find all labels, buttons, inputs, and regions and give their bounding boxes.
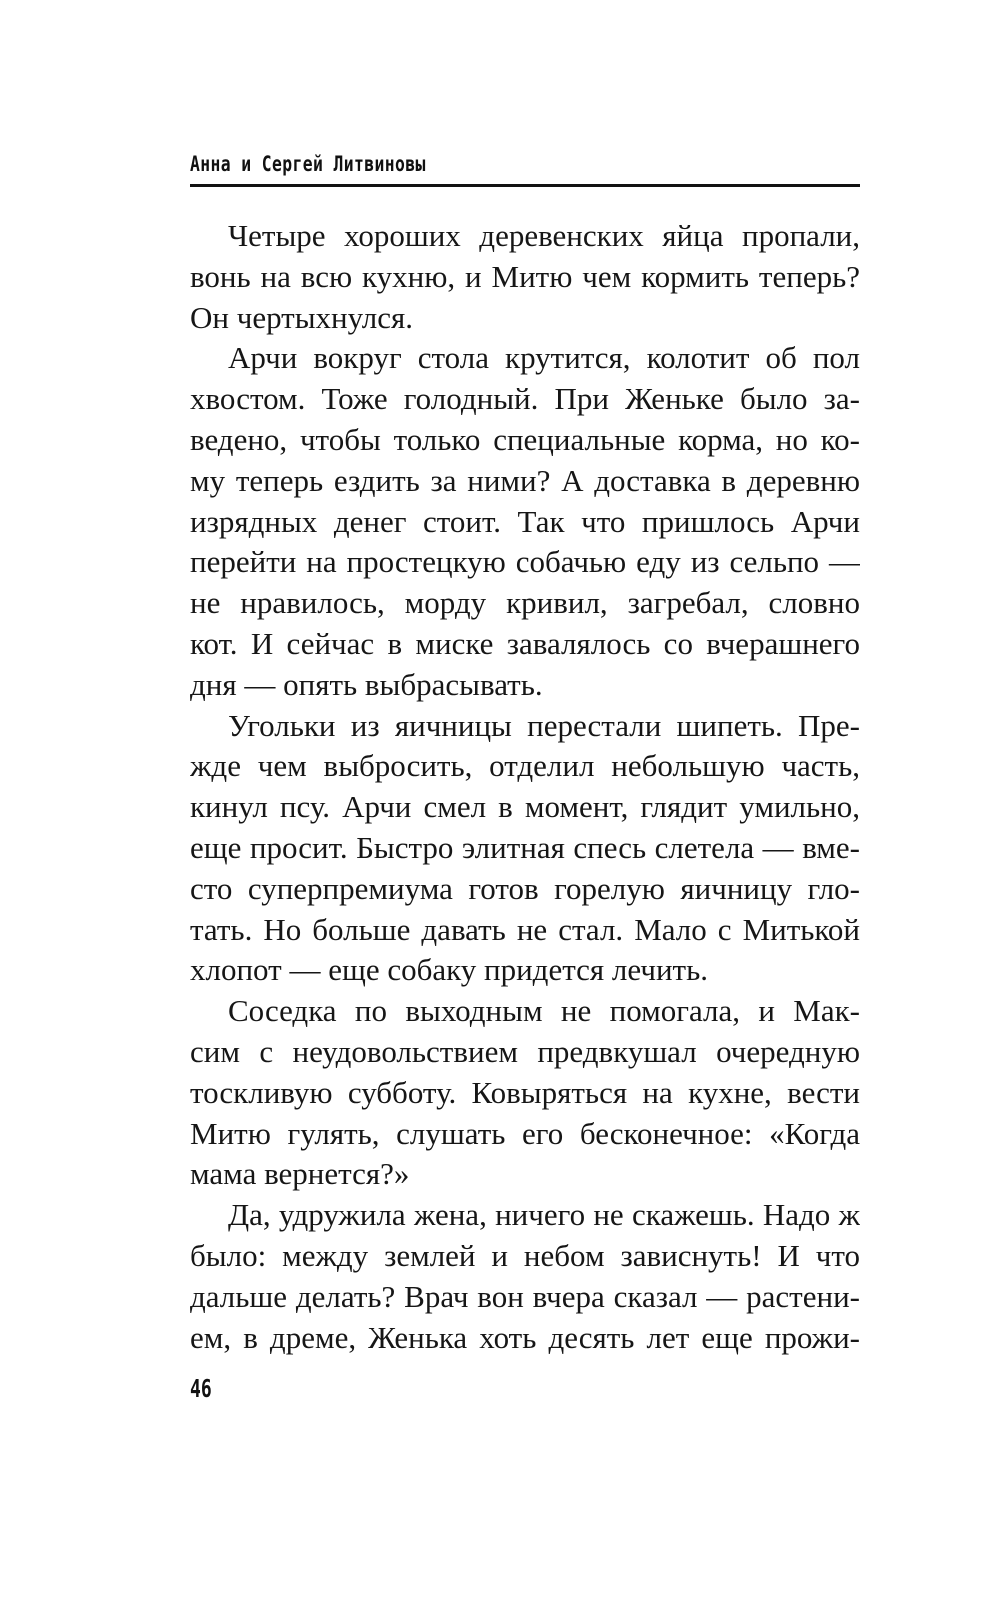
text-line: изрядных денег стоит. Так что пришлось Арчи [190, 503, 860, 539]
text-line: ем, в дреме, Женька хоть десять лет еще прожи- [190, 1319, 860, 1355]
text-line: му теперь ездить за ними? А доставка в деревню [190, 462, 860, 498]
text-line: хлопот — еще собаку придется лечить. [190, 952, 708, 988]
text-line: тоскливую субботу. Ковыряться на кухне, вести [190, 1074, 860, 1110]
text-line: не нравилось, морду кривил, загребал, словно [190, 585, 860, 621]
text-line: Угольки из яичницы перестали шипеть. Пре- [228, 707, 860, 743]
text-line: перейти на простецкую собачью еду из сельпо — [190, 544, 860, 580]
paragraph-1 [190, 216, 860, 338]
text-line: мама вернется?» [190, 1156, 410, 1192]
running-head [190, 138, 860, 187]
text-line: дальше делать? Врач вон вчера сказал — растени- [190, 1278, 860, 1314]
text-line: дня — опять выбрасывать. [190, 666, 543, 702]
text-line: ведено, чтобы только специальные корма, но ко- [190, 421, 860, 457]
paragraph-4 [190, 991, 860, 1195]
text-line: хвостом. Тоже голодный. При Женьке было за- [190, 381, 860, 417]
text-line: Арчи вокруг стола крутится, колотит об пол [228, 340, 860, 376]
text-line: сим с неудовольствием предвкушал очередную [190, 1033, 860, 1069]
paragraph-3 [190, 706, 860, 992]
text-line: кинул псу. Арчи смел в момент, глядит умильно, [190, 789, 860, 825]
paragraph-2 [190, 338, 860, 705]
text-line: Соседка по выходным не помогала, и Мак- [228, 993, 860, 1029]
text-line: тать. Но больше давать не стал. Мало с Митькой [190, 911, 860, 947]
running-head-title: Анна и Сергей Литвиновы [190, 152, 426, 176]
text-line: сто суперпремиума готов горелую яичницу гло- [190, 870, 860, 906]
text-line: было: между землей и небом зависнуть! И что [190, 1237, 860, 1273]
text-line: жде чем выбросить, отделил небольшую часть, [190, 748, 860, 784]
text-line: кот. И сейчас в миске завалялось со вчерашнего [190, 625, 860, 661]
paragraph-5 [190, 1195, 860, 1358]
text-line: Митю гулять, слушать его бесконечное: «Когда [190, 1115, 860, 1151]
text-line: еще просит. Быстро элитная спесь слетела — вме- [190, 829, 860, 865]
body-text [190, 216, 860, 1358]
page-number: 46 [190, 1374, 212, 1403]
text-line: Он чертыхнулся. [190, 299, 414, 335]
text-line: Да, удружила жена, ничего не скажешь. Надо ж [228, 1197, 860, 1233]
text-line: Четыре хороших деревенских яйца пропали, [228, 218, 860, 253]
text-line: вонь на всю кухню, и Митю чем кормить теперь? [190, 258, 860, 294]
